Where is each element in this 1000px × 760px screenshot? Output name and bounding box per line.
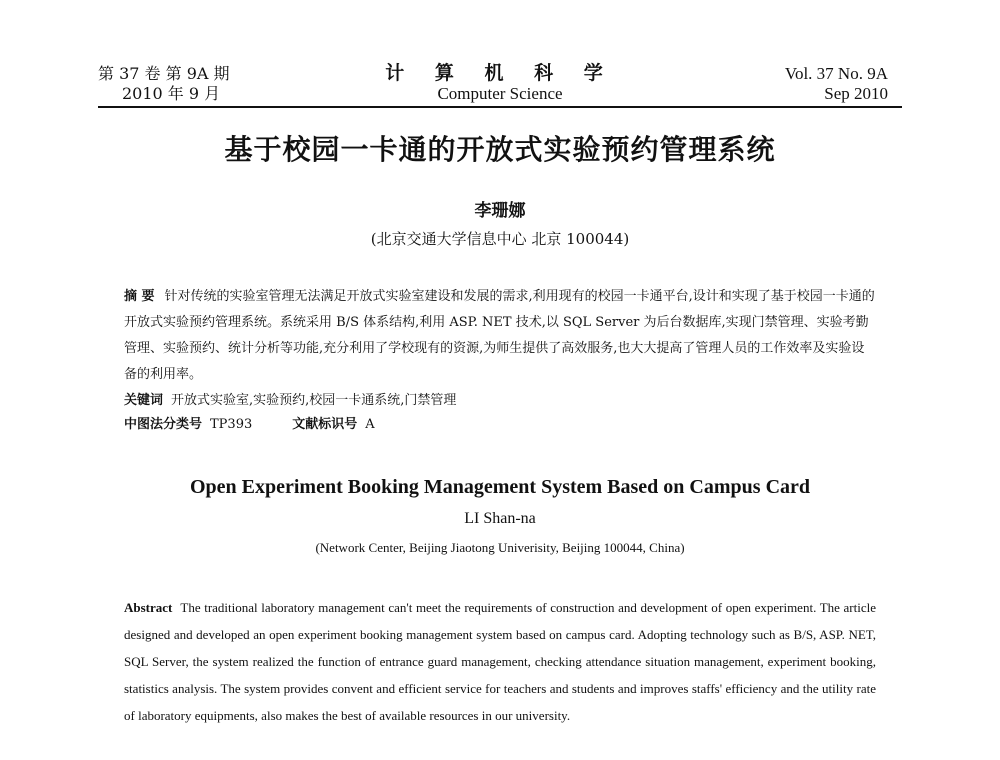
journal-name [380, 62, 620, 104]
clc-label: 中图法分类号 [124, 417, 203, 432]
journal-name-en: Computer Science [437, 84, 563, 103]
doc-code-label: 文献标识号 [292, 417, 358, 432]
journal-volume-info-en [785, 64, 888, 104]
volume-issue: 第 37 卷 第 9A 期 [98, 64, 230, 83]
issue-date: 2010 年 9 月 [122, 84, 221, 103]
abstract-en-label: Abstract [124, 600, 173, 615]
abstract-cn [124, 284, 876, 388]
journal-issue-info [98, 64, 230, 104]
keywords-cn-text: 开放式实验室,实验预约,校园一卡通系统,门禁管理 [171, 393, 457, 408]
author-en: LI Shan-na [464, 510, 536, 527]
journal-name-cn: 计 算 机 科 学 [385, 62, 615, 84]
keywords-cn [124, 390, 456, 412]
abstract-cn-label: 摘 要 [124, 289, 155, 304]
header-rule [98, 106, 902, 108]
paper-title-cn: 基于校园一卡通的开放式实验预约管理系统 [224, 133, 776, 166]
volume-number-en: Vol. 37 No. 9A [784, 64, 888, 83]
abstract-en [124, 594, 876, 729]
doc-code-value: A [365, 417, 375, 432]
issue-date-en: Sep 2010 [824, 84, 888, 103]
affiliation-cn: (北京交通大学信息中心 北京 100044) [370, 230, 630, 248]
author-cn: 李珊娜 [474, 201, 526, 221]
keywords-cn-label: 关键词 [124, 393, 164, 408]
paper-title-en: Open Experiment Booking Management System Based on Campus Card [189, 476, 811, 498]
abstract-en-text: The traditional laboratory management can't meet the requirements of construction and development of open experiment. The article designed and developed an open experiment booking management system based on campus card. Adopting technology such as B/S, ASP. NET, SQL Server, the system realized the function of entrance guard management, checking attendance situation management, experiment booking, statistics analysis. The system provides convent and efficient service for teachers and students and improves staffs' efficiency and the utility rate of laboratory equipments, also makes the best of available resources in our university. [124, 600, 876, 723]
abstract-cn-text: 针对传统的实验室管理无法满足开放式实验室建设和发展的需求,利用现有的校园一卡通平台,设计和实现了基于校园一卡通的开放式实验预约管理系统。系统采用 B/S 体系结构,利用 ASP. NET 技术,以 SQL Server 为后台数据库,实现门禁管理、实验考勤管理、实验预约、统计分析等功能,充分利用了学校现有的资源,为师生提供了高效服务,也大大提高了管理人员的工作效率及实验设备的利用率。 [124, 289, 875, 382]
affiliation-en: (Network Center, Beijing Jiaotong Univerisity, Beijing 100044, China) [315, 540, 685, 555]
classification-cn [124, 414, 375, 436]
clc-value: TP393 [210, 417, 253, 432]
